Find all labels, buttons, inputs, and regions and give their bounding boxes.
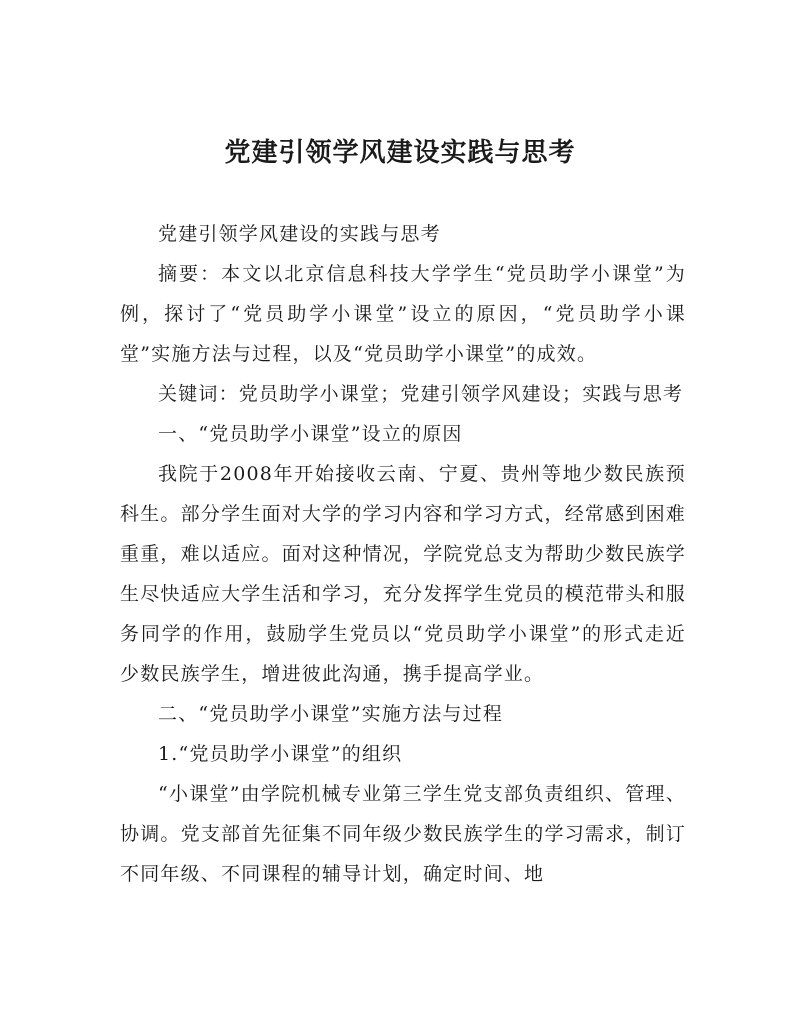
paragraph-subtitle: 党建引领学风建设的实践与思考 xyxy=(158,223,441,245)
paragraph-section-1: 我院于2008年开始接收云南、宁夏、贵州等地少数民族预科生。部分学生面对大学的学习内容和学习方式，经常感到困难重重，难以适应。面对这种情况，学院党总支为帮助少数民族学生尽快适应大学生活和学习，充分发挥学生党员的模范带头和服务同学的作用，鼓励学生党员以“党员助学小课堂”的形式走近少数民族学生，增进彼此沟通，携手提高学业。 xyxy=(120,463,686,685)
section-heading-1: 一、“党员助学小课堂”设立的原因 xyxy=(158,423,463,445)
document-title: 党建引领学风建设实践与思考 xyxy=(224,138,576,168)
paragraph-section-2-1: “小课堂”由学院机械专业第三学生党支部负责组织、管理、协调。党支部首先征集不同年级少数民族学生的学习需求，制订不同年级、不同课程的辅导计划，确定时间、地 xyxy=(120,783,686,885)
paragraph-abstract: 摘要：本文以北京信息科技大学学生“党员助学小课堂”为例，探讨了“党员助学小课堂”设立的原因，“党员助学小课堂”实施方法与过程，以及“党员助学小课堂”的成效。 xyxy=(120,263,686,365)
section-heading-2: 二、“党员助学小课堂”实施方法与过程 xyxy=(158,703,504,725)
paragraph-keywords: 关键词：党员助学小课堂；党建引领学风建设；实践与思考 xyxy=(158,383,684,405)
document-body xyxy=(120,214,686,894)
subsection-heading-2-1: 1.“党员助学小课堂”的组织 xyxy=(158,743,403,765)
